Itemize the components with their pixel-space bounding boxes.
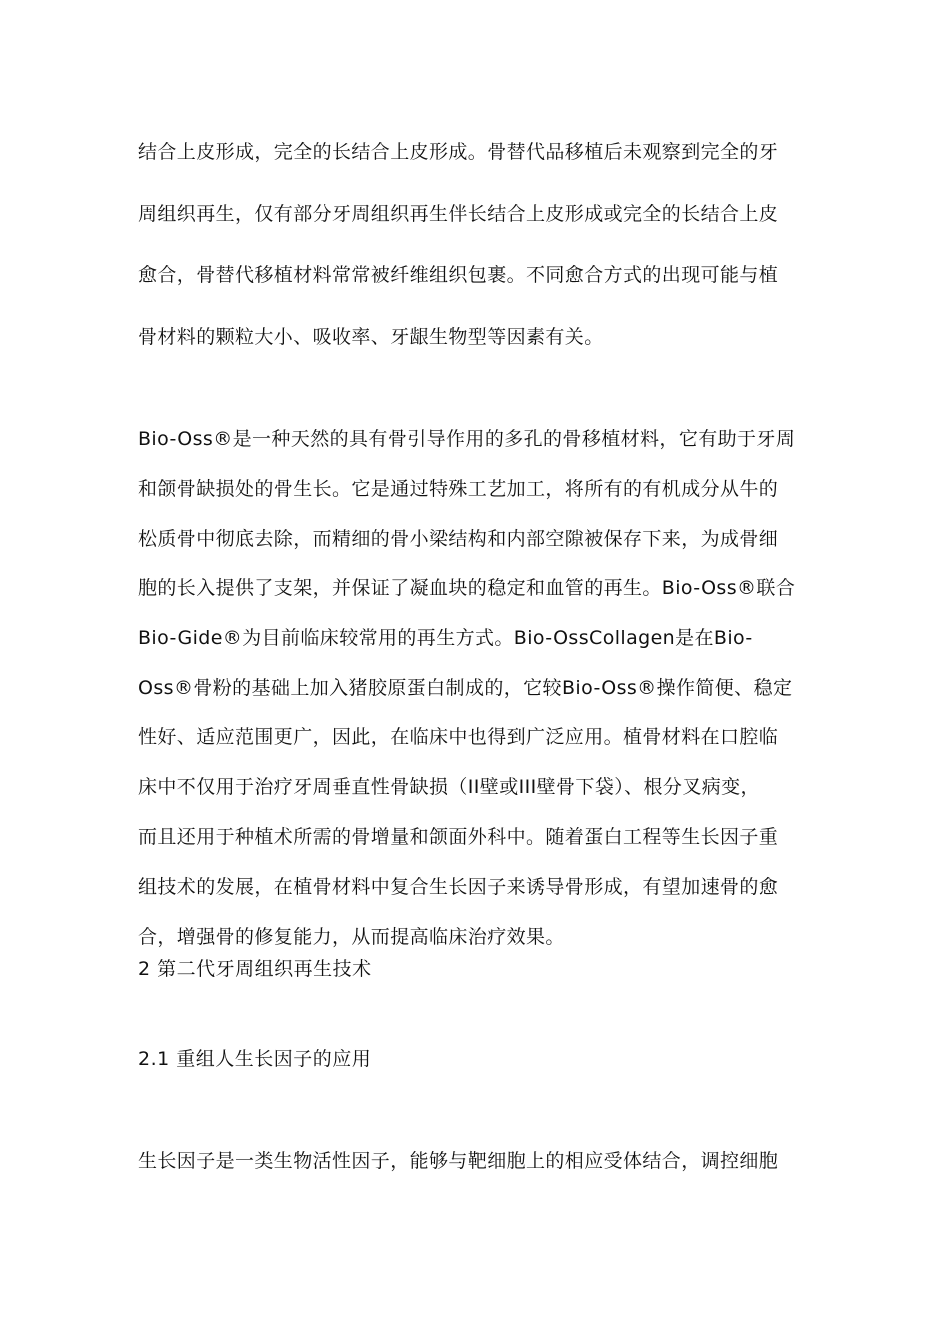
text-line: 骨材料的颗粒大小、吸收率、牙龈生物型等因素有关。	[138, 326, 604, 348]
text-line: 和颌骨缺损处的骨生长。它是通过特殊工艺加工，将所有的有机成分从牛的	[138, 478, 779, 500]
text-line: 结合上皮形成，完全的长结合上皮形成。骨替代品移植后未观察到完全的牙	[138, 141, 779, 163]
text-line: 生长因子是一类生物活性因子，能够与靶细胞上的相应受体结合，调控细胞	[138, 1150, 779, 1172]
text-line: 性好、适应范围更广，因此，在临床中也得到广泛应用。植骨材料在口腔临	[138, 726, 779, 748]
text-line: Bio-Gide®为目前临床较常用的再生方式。Bio-OssCollagen是在Bio-	[138, 627, 753, 649]
text-line: 周组织再生，仅有部分牙周组织再生伴长结合上皮形成或完全的长结合上皮	[138, 203, 779, 225]
section-heading: 2 第二代牙周组织再生技术	[138, 958, 372, 980]
text-line: 松质骨中彻底去除，而精细的骨小梁结构和内部空隙被保存下来，为成骨细	[138, 528, 779, 550]
text-line: 合，增强骨的修复能力，从而提高临床治疗效果。	[138, 926, 565, 948]
text-line: 胞的长入提供了支架，并保证了凝血块的稳定和血管的再生。Bio-Oss®联合	[138, 577, 796, 599]
text-line: 愈合，骨替代移植材料常常被纤维组织包裹。不同愈合方式的出现可能与植	[138, 264, 779, 286]
text-line: Bio-Oss®是一种天然的具有骨引导作用的多孔的骨移植材料，它有助于牙周	[138, 428, 796, 450]
text-line: 而且还用于种植术所需的骨增量和颌面外科中。随着蛋白工程等生长因子重	[138, 826, 779, 848]
subsection-heading: 2.1 重组人生长因子的应用	[138, 1048, 372, 1070]
text-line: 组技术的发展，在植骨材料中复合生长因子来诱导骨形成，有望加速骨的愈	[138, 876, 779, 898]
text-line: Oss®骨粉的基础上加入猪胶原蛋白制成的，它较Bio-Oss®操作简便、稳定	[138, 677, 793, 699]
text-line: 床中不仅用于治疗牙周垂直性骨缺损（II壁或III壁骨下袋）、根分叉病变，	[138, 776, 760, 798]
